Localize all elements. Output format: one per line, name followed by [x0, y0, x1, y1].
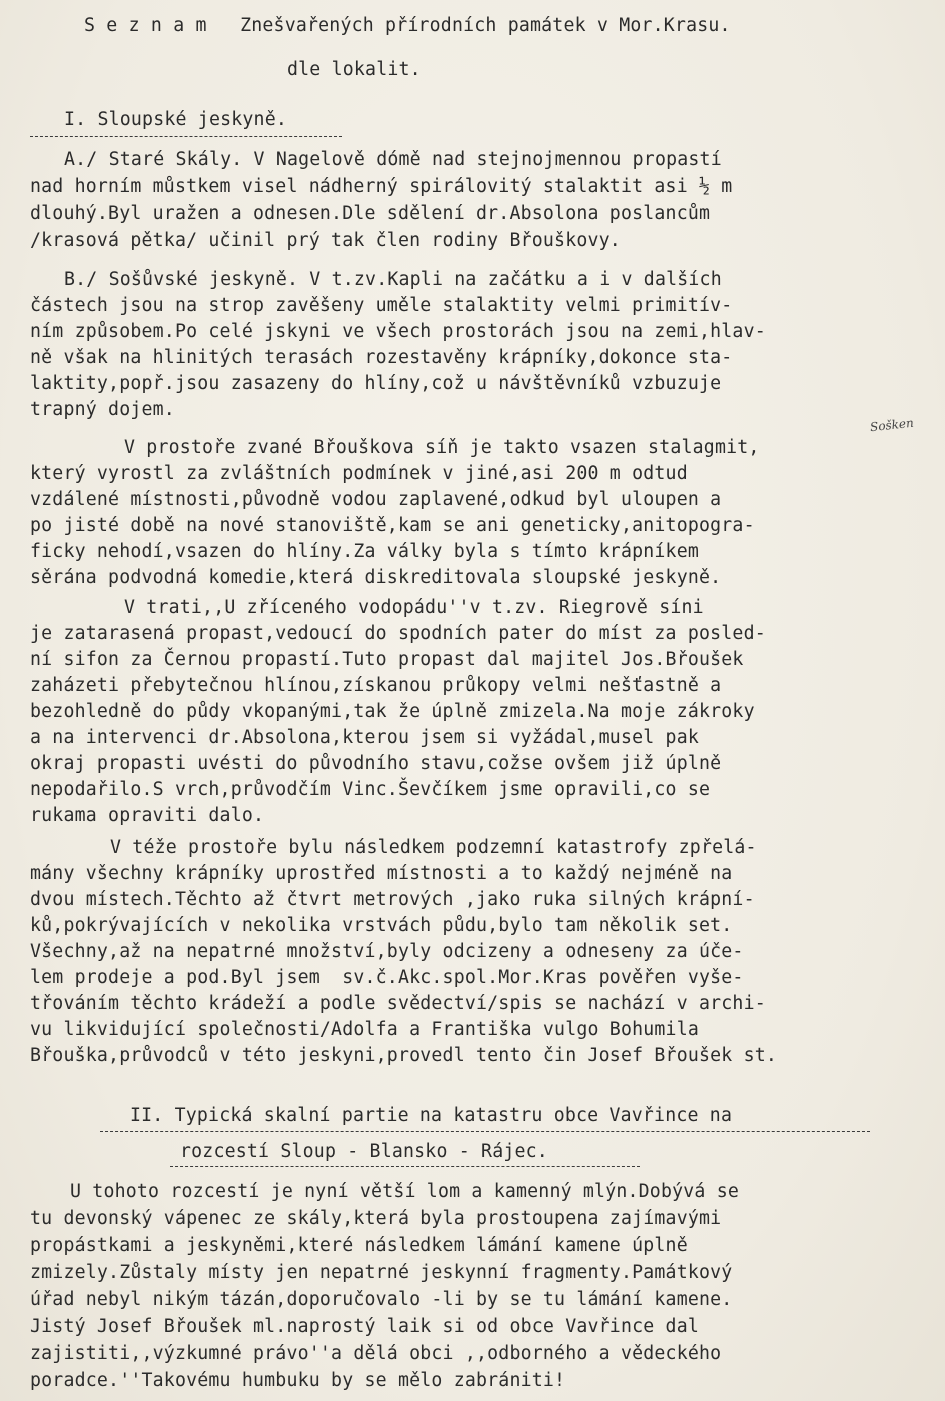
section1-line: A./ Staré Skály. V Nagelově dómě nad stejnojmennou propastí — [64, 149, 722, 170]
section2-line: poradce.''Takovému humbuku by se mělo zabrániti! — [30, 1370, 566, 1391]
section1-line: po jisté době na nové stanoviště,kam se ani geneticky,anitopogra- — [30, 515, 755, 536]
section1-line: vu likvidující společnosti/Adolfa a Františka vulgo Bohumila — [30, 1019, 699, 1040]
section1-line: který vyrostl za zvláštních podmínek v jiné,asi 200 m odtud — [30, 463, 688, 484]
section1-line: nad horním můstkem visel nádherný spirálovitý stalaktit asi ½ m — [30, 176, 733, 197]
section1-line: rukama opraviti dalo. — [30, 805, 265, 826]
section1-line: sěrána podvodná komedie,která diskreditovala sloupské jeskyně. — [30, 567, 722, 588]
section1-line: laktity,popř.jsou zasazeny do hlíny,což u návštěvníků vzbuzuje — [30, 373, 722, 394]
section2-heading-underline1 — [100, 1131, 870, 1132]
section2-line: tu devonský vápenec ze skály,která byla prostoupena zajímavými — [30, 1208, 722, 1229]
section1-line: mány všechny krápníky uprostřed místnosti a to každý nejméně na — [30, 863, 733, 884]
section1-line: dlouhý.Byl uražen a odnesen.Dle sdělení dr.Absolona poslancům — [30, 203, 711, 224]
section1-line: V prostoře zvané Břouškova síň je takto vsazen stalagmit, — [124, 437, 760, 458]
section2-heading-underline2 — [170, 1166, 640, 1167]
document-title-line2: dle lokalit. — [287, 59, 421, 80]
section1-line: lem prodeje a pod.Byl jsem sv.č.Akc.spol.Mor.Kras pověřen vyše- — [30, 967, 744, 988]
section1-heading-underline — [30, 136, 342, 137]
section1-line: V trati,,U zříceného vodopádu''v t.zv. Riegrově síni — [124, 597, 704, 618]
handwritten-note: Sošken — [869, 415, 915, 435]
section1-line: dvou místech.Těchto až čtvrt metrových ,jako ruka silných krápní- — [30, 889, 755, 910]
section2-line: zajistiti,,výzkumné právo''a dělá obci ,,odborného a vědeckého — [30, 1343, 722, 1364]
section1-line: zaházeti přebytečnou hlínou,získanou průkopy velmi nešťastně a — [30, 675, 722, 696]
section1-line: ně však na hlinitých terasách rozestavěny krápníky,dokonce sta- — [30, 347, 733, 368]
section1-line: trapný dojem. — [30, 399, 175, 420]
section1-line: /krasová pětka/ učinil prý tak člen rodiny Břouškovy. — [30, 230, 621, 251]
section2-heading-line2: rozcestí Sloup - Blansko - Rájec. — [180, 1141, 548, 1162]
section1-line: je zatarasená propast,vedoucí do spodních pater do míst za posled- — [30, 623, 766, 644]
section1-line: bezohledně do půdy vkopanými,tak že úplně zmizela.Na moje zákroky — [30, 701, 755, 722]
section1-line: Všechny,až na nepatrné množství,byly odcizeny a odneseny za úče- — [30, 941, 744, 962]
section2-line: úřad nebyl nikým tázán,doporučovalo -li by se tu lámání kamene. — [30, 1289, 733, 1310]
section2-line: zmizely.Zůstaly místy jen nepatrné jeskynní fragmenty.Památkový — [30, 1262, 733, 1283]
section1-line: nepodařilo.S vrch,průvodčím Vinc.Ševčíkem jsme opravili,co se — [30, 779, 711, 800]
section1-line: ní sifon za Černou propastí.Tuto propast dal majitel Jos.Břoušek — [30, 649, 744, 670]
section2-line: Jistý Josef Břoušek ml.naprostý laik si od obce Vavřince dal — [30, 1316, 699, 1337]
section1-line: ním způsobem.Po celé jskyni ve všech prostorách jsou na zemi,hlav- — [30, 321, 766, 342]
section1-line: ficky nehodí,vsazen do hlíny.Za války byla s tímto krápníkem — [30, 541, 699, 562]
section1-line: ků,pokrývajících v nekolika vrstvách půdu,bylo tam několik set. — [30, 915, 733, 936]
section1-line: Břouška,průvodců v této jeskyni,provedl tento čin Josef Břoušek st. — [30, 1045, 778, 1066]
section2-heading-line1: II. Typická skalní partie na katastru obce Vavřince na — [130, 1105, 733, 1126]
section1-line: B./ Sošůvské jeskyně. V t.zv.Kapli na začátku a i v dalších — [64, 269, 722, 290]
section2-line: U tohoto rozcestí je nyní větší lom a kamenný mlýn.Dobývá se — [70, 1181, 739, 1202]
section1-line: okraj propasti uvésti do původního stavu,cožse ovšem již úplně — [30, 753, 722, 774]
section1-line: V téže prostoře bylu následkem podzemní katastrofy zpřelá- — [110, 837, 757, 858]
section1-line: částech jsou na strop zavěšeny uměle stalaktity velmi primitív- — [30, 295, 733, 316]
document-title-line1: S e z n a m Znešvařených přírodních památek v Mor.Krasu. — [84, 15, 731, 36]
section1-line: třováním těchto krádeží a podle svědectví/spis se nachází v archi- — [30, 993, 766, 1014]
section1-line: a na intervenci dr.Absolona,kterou jsem si vyžádal,musel pak — [30, 727, 699, 748]
section1-line: vzdálené místnosti,původně vodou zaplavené,odkud byl uloupen a — [30, 489, 722, 510]
section2-line: propástkami a jeskyněmi,které následkem lámání kamene úplně — [30, 1235, 688, 1256]
section1-heading: I. Sloupské jeskyně. — [64, 109, 287, 130]
